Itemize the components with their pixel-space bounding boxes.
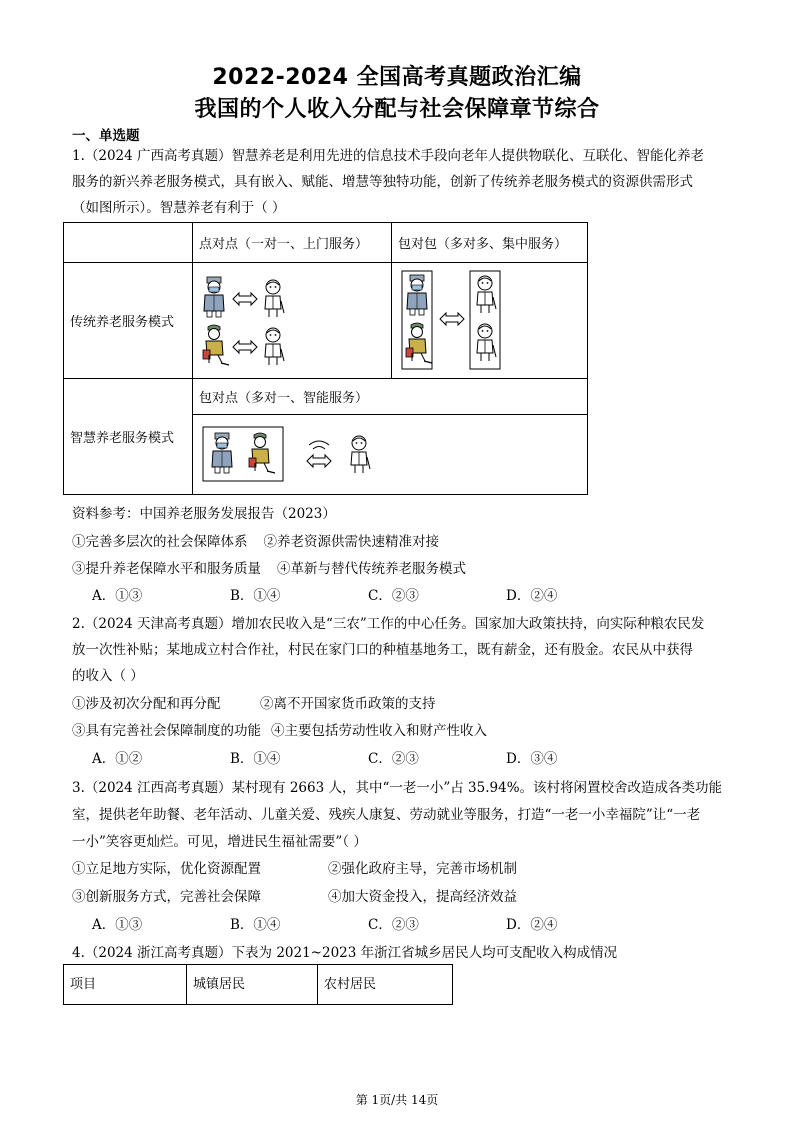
- group-to-elder-smart-illustration: [199, 425, 389, 485]
- q2-option-c[interactable]: C．②③: [368, 751, 419, 767]
- q2-item-4: ④主要包括劳动性收入和财产性收入: [271, 723, 487, 739]
- q1-option-d[interactable]: D．②④: [506, 588, 558, 604]
- q1-option-a[interactable]: A．①③: [92, 588, 143, 604]
- q3-items-row1: [72, 857, 517, 877]
- page-footer: 第 1页/共 14页: [355, 1093, 439, 1107]
- q1-item-2: ②养老资源供需快速精准对接: [263, 534, 439, 550]
- document-title-line1: 2022-2024 全国高考真题政治汇编: [212, 65, 582, 90]
- q1-cell-traditional-point-to-point: [193, 263, 392, 379]
- q3-stem-line1: 3.（2024 江西高考真题）某村现有 2663 人，其中“一老一小”占 35.94%。该村将闲置校舍改造成各类功能: [72, 780, 723, 796]
- q1-table-corner: [64, 223, 193, 263]
- q4-header-item: 项目: [64, 965, 187, 1005]
- section-heading: 一、单选题: [72, 128, 140, 144]
- q2-stem-line1: 2.（2024 天津高考真题）增加农民收入是“三农”工作的中心任务。国家加大政策扶持，向实际种粮农民发: [72, 616, 705, 632]
- q1-stem-line1: 1.（2024 广西高考真题）智慧养老是利用先进的信息技术手段向老年人提供物联化、互联化、智能化养老: [72, 148, 705, 164]
- q3-option-b[interactable]: B．①④: [230, 917, 281, 933]
- q1-item-3: ③提升养老保障水平和服务质量: [72, 561, 261, 577]
- q3-option-a[interactable]: A．①③: [92, 917, 143, 933]
- q2-stem-line2: 放一次性补贴；某地成立村合作社，村民在家门口的种植基地务工，既有薪金，还有股金。农民从中获得: [72, 642, 693, 658]
- q1-option-c[interactable]: C．②③: [368, 588, 419, 604]
- q1-options: [92, 584, 644, 604]
- q3-options: [92, 913, 644, 933]
- group-to-group-illustration: [398, 269, 508, 373]
- q1-table-row-smart: 智慧养老服务模式: [64, 379, 193, 495]
- q2-option-d[interactable]: D．③④: [506, 751, 558, 767]
- q4-header-urban: 城镇居民: [187, 965, 318, 1005]
- q2-option-b[interactable]: B．①④: [230, 751, 281, 767]
- q1-figure-table: [63, 222, 588, 495]
- q1-item-1: ①完善多层次的社会保障体系: [72, 534, 248, 550]
- q1-items-row1: [72, 530, 439, 550]
- q3-item-1: ①立足地方实际，优化资源配置: [72, 861, 261, 877]
- q1-cell-traditional-pack-to-pack: [392, 263, 588, 379]
- q1-stem-line2: 服务的新兴养老服务模式，具有嵌入、赋能、增慧等独特功能，创新了传统养老服务模式的资源供需形式: [72, 174, 693, 190]
- q1-option-b[interactable]: B．①④: [230, 588, 281, 604]
- q2-item-1: ①涉及初次分配和再分配: [72, 696, 221, 712]
- q2-item-3: ③具有完善社会保障制度的功能: [72, 723, 261, 739]
- q3-items-row2: [72, 885, 517, 905]
- nurse-to-elder-illustration: [199, 271, 299, 371]
- q4-stem: 4.（2024 浙江高考真题）下表为 2021~2023 年浙江省城乡居民人均可支配收入构成情况: [72, 945, 618, 961]
- q3-item-2: ②强化政府主导，完善市场机制: [328, 861, 517, 877]
- q1-item-4: ④革新与替代传统养老服务模式: [277, 561, 466, 577]
- q1-items-row2: [72, 557, 466, 577]
- q2-item-2: ②离不开国家货币政策的支持: [260, 696, 436, 712]
- q1-source: 资料参考：中国养老服务发展报告（2023）: [72, 506, 336, 522]
- q3-item-4: ④加大资金投入，提高经济效益: [328, 889, 517, 905]
- q1-stem-line3: （如图所示）。智慧养老有利于（ ）: [72, 200, 286, 216]
- q2-items-row1: [72, 692, 436, 712]
- q1-table-header-point-to-point: 点对点（一对一、上门服务）: [193, 223, 392, 263]
- q1-cell-smart-pack-to-point: [193, 415, 588, 495]
- q3-option-c[interactable]: C．②③: [368, 917, 419, 933]
- q2-items-row2: [72, 719, 487, 739]
- q4-income-table: [63, 964, 453, 1005]
- q3-stem-line2: 室，提供老年助餐、老年活动、儿童关爱、残疾人康复、劳动就业等服务，打造“一老一小幸福院”让“一老: [72, 807, 701, 823]
- q1-table-header-pack-to-point: 包对点（多对一、智能服务）: [193, 379, 588, 415]
- q2-options: [92, 747, 644, 767]
- q2-stem-line3: 的收入（ ）: [72, 668, 144, 684]
- q3-stem-line3: 一小”笑容更灿烂。可见，增进民生福祉需要”（ ）: [72, 834, 367, 850]
- q2-option-a[interactable]: A．①②: [92, 751, 143, 767]
- q1-table-row-traditional: 传统养老服务模式: [64, 263, 193, 379]
- q1-table-header-pack-to-pack: 包对包（多对多、集中服务）: [392, 223, 588, 263]
- q3-item-3: ③创新服务方式，完善社会保障: [72, 889, 261, 905]
- document-title-line2: 我国的个人收入分配与社会保障章节综合: [194, 97, 600, 122]
- q4-header-rural: 农村居民: [318, 965, 453, 1005]
- q3-option-d[interactable]: D．②④: [506, 917, 558, 933]
